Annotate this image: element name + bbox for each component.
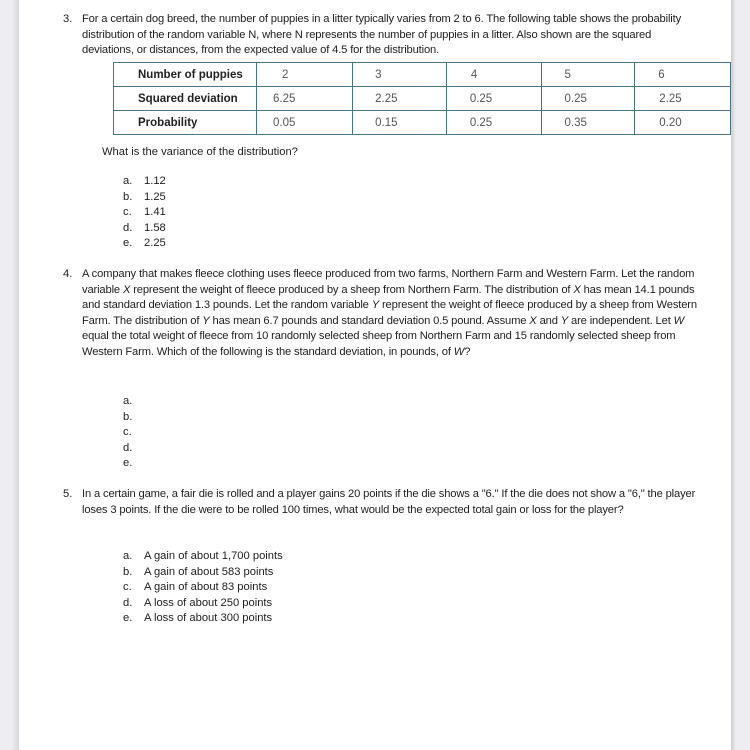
table-cell: 0.25 [446,111,541,135]
option-e: e. 2.25 [123,237,166,250]
option-b: b. 1.25 [123,190,166,203]
question-3-options [123,174,166,252]
table-cell: 4 [446,63,541,87]
option-a: a. [123,395,133,407]
option-b: b. [123,410,133,423]
document-page [19,0,731,750]
table-cell: 3 [353,63,447,87]
question-text: In a certain game, a fair die is rolled and a player gains 20 points if the die shows a "6." If the die does not show a "6," the player loses 3 points. If the die were to be rolled 100 times, what would be the expected total gain or loss for the player? [82,488,696,516]
option-e: e. [123,457,133,470]
row-header-squared-deviation: Squared deviation [114,87,257,111]
option-e: e. A loss of about 300 points [123,612,273,625]
question-number: 4. [63,268,73,280]
option-c: c. [123,426,132,439]
table-cell: 0.35 [541,111,635,135]
row-header-number-of-puppies: Number of puppies [114,63,257,87]
table-cell: 0.20 [635,111,731,135]
table-cell: 6.25 [257,87,353,111]
table-row [114,111,731,135]
table-cell: 0.15 [353,111,447,135]
table-cell: 2 [257,63,353,87]
option-a: a. A gain of about 1,700 points [123,550,283,562]
page-shadow-left [12,0,19,750]
question-5 [63,487,702,518]
question-4 [63,267,702,361]
option-c: c. A gain of about 83 points [123,581,268,594]
question-text: For a certain dog breed, the number of puppies in a litter typically varies from 2 to 6. The following table shows the probability distribution of the random variable N, where N represents the number of puppies in a litter. Also shown are the squared deviations, or distances, from the expected value of 4.5 for the distribution. [82,13,682,57]
question-3 [63,12,702,59]
option-d: d. [123,441,133,454]
table-cell: 0.25 [541,87,635,111]
table-row [114,63,731,87]
option-b: b. A gain of about 583 points [123,565,274,578]
question-5-options [123,549,283,627]
option-d: d. 1.58 [123,221,166,234]
table-cell: 2.25 [635,87,731,111]
table-cell: 6 [635,63,731,87]
option-a: a. 1.12 [123,175,166,187]
table-cell: 2.25 [353,87,447,111]
option-c: c. 1.41 [123,206,166,219]
table-cell: 0.05 [257,111,353,135]
question-number: 5. [63,488,73,500]
table-cell: 5 [541,63,635,87]
question-4-options [123,394,144,472]
question-number: 3. [63,13,73,25]
table-row [114,87,731,111]
row-header-probability: Probability [114,111,257,135]
table-cell: 0.25 [446,87,541,111]
question-3-prompt: What is the variance of the distribution? [102,146,298,158]
probability-distribution-table [113,62,731,135]
question-text: A company that makes fleece clothing uses fleece produced from two farms, Northern Farm and Western Farm. Let the random variable X represent the weight of fleece produced by a sheep from Northern Farm. The distribution of X has mean 14.1 pounds and standard deviation 1.3 pounds. Let the random variable Y represent the weight of fleece produced by a sheep from Western Farm. The distribution of Y has mean 6.7 pounds and standard deviation 0.5 pound. Assume X and Y are independent. Let W equal the total weight of fleece from 10 randomly selected sheep from Northern Farm and 15 randomly selected sheep from Western Farm. Which of the following is the standard deviation, in pounds, of W? [82,268,697,358]
page-shadow-right [731,0,736,750]
option-d: d. A loss of about 250 points [123,596,273,609]
